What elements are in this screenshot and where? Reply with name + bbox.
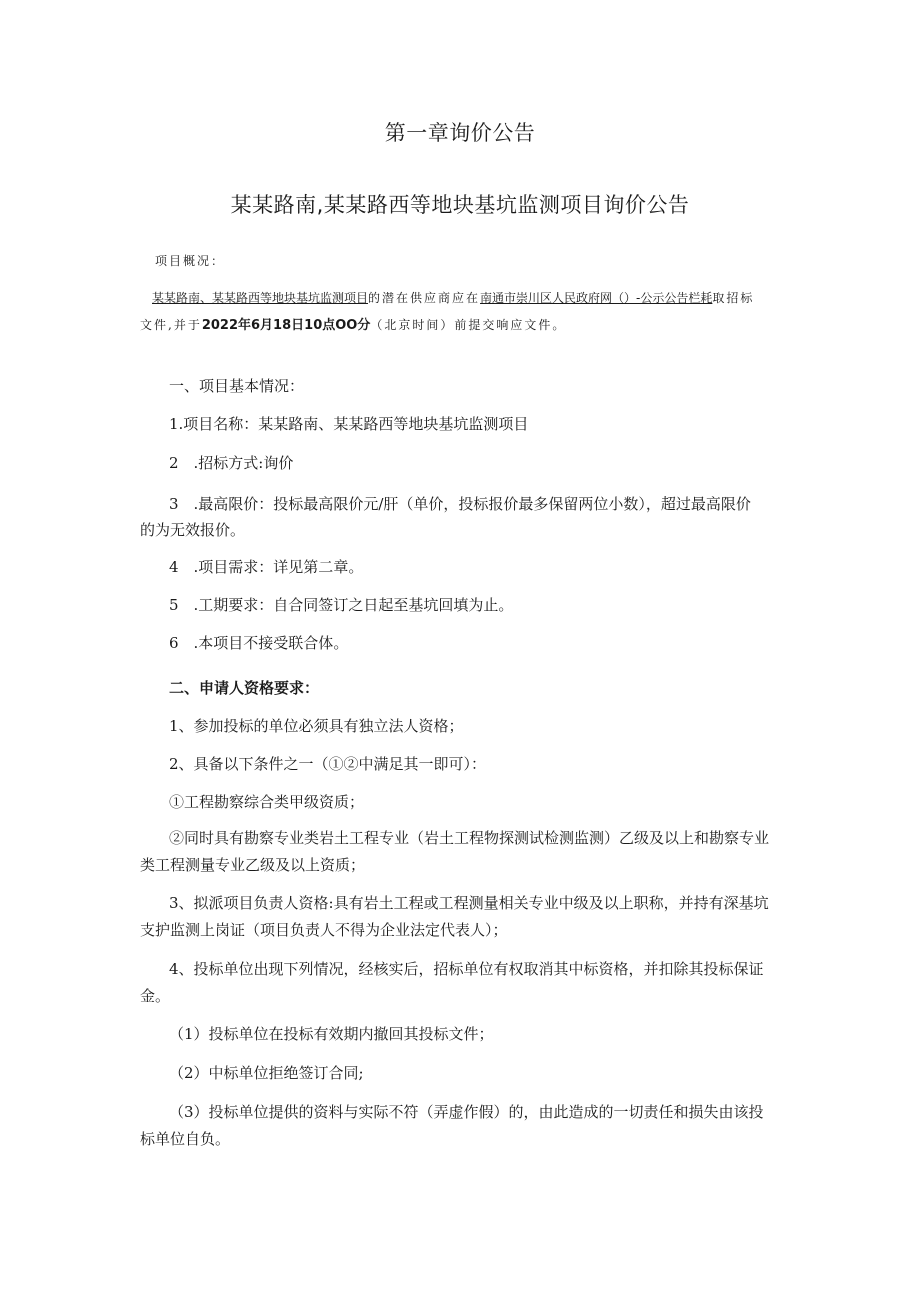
section2-requirement-continued: 支护监测上岗证（项目负责人不得为企业法定代表人）； [140, 921, 508, 939]
section2-subrequirement: ②同时具有勘察专业类岩土工程专业（岩土工程物探测试检测监测）乙级及以上和勘察专业 [169, 829, 770, 847]
overview-paragraph-line1 [152, 288, 792, 308]
section1-item: 3 .最高限价：投标最高限价元/肝（单价，投标报价最多保留两位小数），超过最高限价 [169, 495, 751, 513]
section2-subrequirement-continued: 类工程测量专业乙级及以上资质； [140, 856, 366, 874]
section2-requirement-continued: 金。 [140, 987, 171, 1005]
government-site-link: 南通市崇川区人民政府网（）-公示公告栏耗 [480, 291, 713, 305]
section2-subrequirement: ①工程勘察综合类甲级资质； [169, 793, 365, 811]
overview-label: 项目概况： [155, 254, 226, 268]
overview-text: （北京时间）前提交响应文件。 [370, 318, 567, 332]
section2-subrequirement: （3）投标单位提供的资料与实际不符（弄虚作假）的，由此造成的一切责任和损失由该投 [169, 1103, 764, 1121]
overview-paragraph-line2 [140, 315, 566, 336]
section2-heading: 二、申请人资格要求： [169, 679, 320, 697]
section1-item: 1.项目名称：某某路南、某某路西等地块基坑监测项目 [169, 415, 529, 433]
chapter-title: 第一章询价公告 [384, 121, 536, 145]
section2-subrequirement-continued: 标单位自负。 [140, 1130, 231, 1148]
overview-text: 文件,并于 [140, 318, 202, 332]
section1-heading: 一、项目基本情况： [169, 377, 305, 395]
section1-item: 2 .招标方式:询价 [169, 454, 294, 472]
announcement-title: 某某路南,某某路西等地块基坑监测项目询价公告 [230, 193, 690, 217]
section1-item-continued: 的为无效报价。 [140, 521, 246, 539]
section2-requirement: 1、参加投标的单位必须具有独立法人资格； [169, 717, 464, 735]
overview-text: 取招标 [712, 291, 755, 305]
deadline-text: 2022年6月18日10点OO分 [201, 318, 371, 333]
project-name-link: 某某路南、某某路西等地块基坑监测项目 [152, 291, 369, 305]
section1-item: 4 .项目需求：详见第二章。 [169, 558, 364, 576]
overview-text: 的潜在供应商应在 [368, 291, 481, 305]
section2-requirement: 4、投标单位出现下列情况，经核实后，招标单位有权取消其中标资格，并扣除其投标保证 [169, 960, 764, 978]
section1-item: 6 .本项目不接受联合体。 [169, 634, 349, 652]
section2-requirement: 2、具备以下条件之一（①②中满足其一即可）： [169, 755, 487, 773]
section2-requirement: 3、拟派项目负责人资格:具有岩土工程或工程测量相关专业中级及以上职称，并持有深基坑 [169, 894, 769, 912]
section2-subrequirement: （2）中标单位拒绝签订合同; [169, 1064, 364, 1082]
section2-subrequirement: （1）投标单位在投标有效期内撤回其投标文件； [169, 1025, 494, 1043]
section1-item: 5 .工期要求：自合同签订之日起至基坑回填为止。 [169, 596, 514, 614]
